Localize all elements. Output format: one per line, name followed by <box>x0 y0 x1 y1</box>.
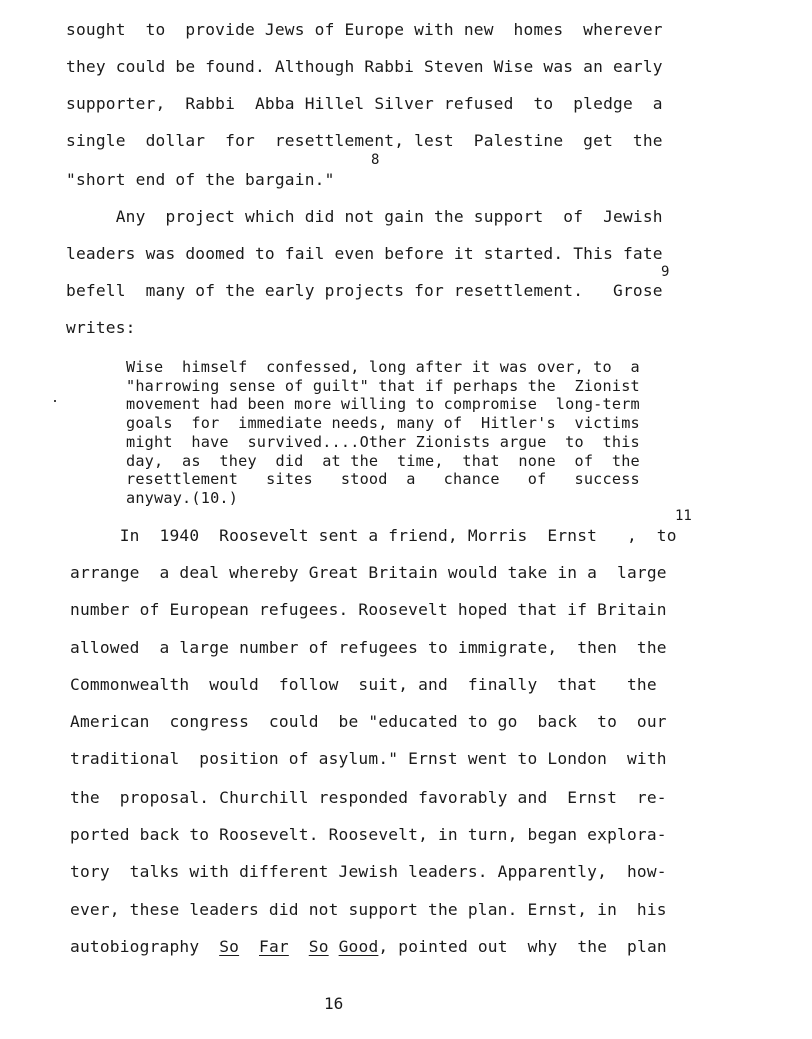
quote-line: "harrowing sense of guilt" that if perhaps the Zionist <box>126 377 640 395</box>
text-line: ported back to Roosevelt. Roosevelt, in turn, began explora- <box>70 825 667 844</box>
text-span: autobiography <box>70 937 220 956</box>
text-line: American congress could be "educated to go back to our <box>70 712 667 731</box>
book-title-word: Good <box>338 937 379 956</box>
quote-line: day, as they did at the time, that none of the <box>126 452 640 470</box>
footnote-11: 11 <box>675 508 692 524</box>
text-span: , pointed out why the plan <box>378 937 667 956</box>
text-line: supporter, Rabbi Abba Hillel Silver refused to pledge a <box>66 94 663 113</box>
text-line: Any project which did not gain the support of Jewish <box>66 207 663 226</box>
footnote-8: 8 <box>371 152 380 168</box>
text-line: In 1940 Roosevelt sent a friend, Morris Ernst , to <box>70 526 677 545</box>
quote-line: anyway.(10.) <box>126 489 239 507</box>
text-line: sought to provide Jews of Europe with new homes wherever <box>66 20 663 39</box>
quote-line: Wise himself confessed, long after it was over, to a <box>126 358 640 376</box>
text-line: tory talks with different Jewish leaders. Apparently, how- <box>70 862 667 881</box>
book-title-word: Far <box>259 937 289 956</box>
text-line: traditional position of asylum." Ernst went to London with <box>70 749 667 768</box>
book-title-word: So <box>308 937 329 956</box>
text-line: "short end of the bargain." <box>66 170 335 189</box>
text-line: single dollar for resettlement, lest Palestine get the <box>66 131 663 150</box>
text-line: ever, these leaders did not support the plan. Ernst, in his <box>70 900 667 919</box>
quote-line: movement had been more willing to compromise long-term <box>126 395 640 413</box>
footnote-9: 9 <box>661 264 670 280</box>
quote-line: resettlement sites stood a chance of success <box>126 470 640 488</box>
page-number: 16 <box>324 994 344 1013</box>
text-line: allowed a large number of refugees to immigrate, then the <box>70 638 667 657</box>
text-line: writes: <box>66 318 136 337</box>
text-line <box>70 937 667 957</box>
text-line: the proposal. Churchill responded favorably and Ernst re- <box>70 788 667 807</box>
quote-line: goals for immediate needs, many of Hitler's victims <box>126 414 640 432</box>
text-line: Commonwealth would follow suit, and finally that the <box>70 675 657 694</box>
stray-mark <box>54 400 56 402</box>
text-line: they could be found. Although Rabbi Steven Wise was an early <box>66 57 663 76</box>
text-line: number of European refugees. Roosevelt hoped that if Britain <box>70 600 667 619</box>
quote-line: might have survived....Other Zionists argue to this <box>126 433 640 451</box>
text-line: leaders was doomed to fail even before it started. This fate <box>66 244 663 263</box>
text-line: arrange a deal whereby Great Britain would take in a large <box>70 563 667 582</box>
text-line: befell many of the early projects for resettlement. Grose <box>66 281 663 300</box>
book-title-word: So <box>219 937 240 956</box>
